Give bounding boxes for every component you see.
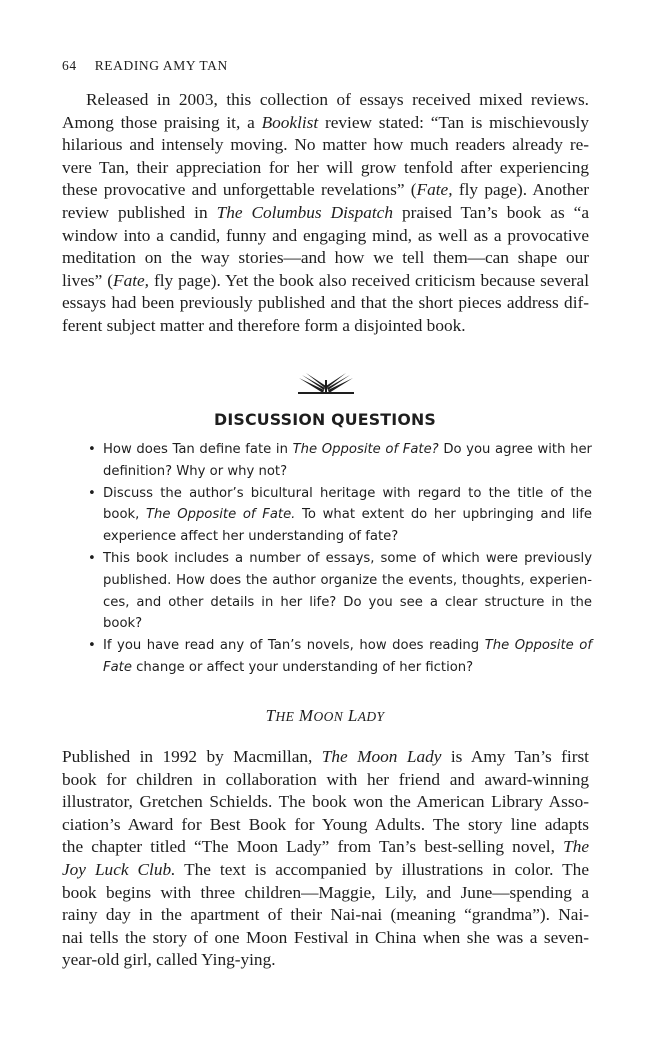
section-title-moon-lady [0,706,650,726]
text-run: change or affect your understanding of her fiction? [131,659,474,675]
text-run: Published in 1992 by Macmillan, [62,747,322,766]
italic-text: The [563,837,589,857]
italic-text: Booklist [261,112,319,132]
text-line [62,225,589,248]
title-smallcaps: OON [313,709,344,724]
italic-text: The Opposite of Fate [103,638,592,675]
running-title: READING AMY TAN [94,58,228,73]
text-run: Do you agree with her definition? Why or why not? [103,442,592,479]
text-run: If you have read any of Tan’s novels, how does reading [103,638,485,654]
text-run: Released in 2003, this collection of essays received mixed reviews. [86,90,589,109]
book-ornament-icon [296,372,356,396]
italic-text: The Moon Lady [321,747,442,766]
page-number: 64 [62,58,77,73]
text-run: fly page). Yet the book also received criticism because several [149,270,590,290]
title-letter: M [298,706,314,725]
text-run: book for children in collaboration with her friend and award-winning [62,769,589,789]
text-line [62,769,589,792]
text-line [62,157,589,180]
italic-text: The Opposite of Fate. [146,507,296,523]
text-run: How does Tan define fate in [103,442,293,457]
text-run: illustrator, Gretchen Schields. The book won the American Library Asso- [62,792,589,812]
title-smallcaps: ADY [357,709,385,724]
text-run: is Amy Tan’s first [441,747,589,766]
text-run: vere Tan, their appreciation for her will grow tenfold after experiencing [62,157,589,177]
text-run: This book includes a number of essays, some of which were previously published. How does the author organize the events, thoughts, experiences, and other details in her life? Do you see a clear structure in the book? [103,550,592,632]
discussion-question [88,635,592,679]
text-run: book begins with three children—Maggie, Lily, and June—spending a [62,882,589,902]
text-line [62,112,589,135]
text-run: The text is accompanied by illustrations in color. The [175,860,589,879]
text-line [62,202,589,225]
text-run: review published in [62,203,217,222]
text-run: nai tells the story of one Moon Festival in China when she was a seven- [62,927,589,947]
text-line [62,315,589,338]
text-line [62,836,589,859]
text-line [62,134,589,157]
text-line [62,904,589,927]
text-run: essays had been previously published and that the short pieces address dif- [62,293,589,313]
italic-text: The Columbus Dispatch [216,203,393,222]
discussion-question [88,439,592,483]
text-line [62,270,589,293]
text-run: these provocative and unforgettable revelations” ( [62,180,417,200]
discussion-heading: DISCUSSION QUESTIONS [214,410,436,429]
text-run: lives” ( [62,270,114,290]
text-run: Discuss the author’s bicultural heritage with regard to the title of the book, [103,485,592,523]
text-run: hilarious and intensely moving. No matter how much readers already re- [62,135,589,155]
text-line [62,859,589,882]
text-run: the chapter titled “The Moon Lady” from Tan’s best-selling novel, [62,837,564,857]
text-line [62,292,589,315]
running-header [62,58,228,74]
discussion-question [88,483,592,548]
text-line [62,791,589,814]
italic-text: Fate, [416,180,453,200]
text-line [62,949,589,972]
text-run: review stated: “Tan is mischievously [318,112,589,132]
text-line [62,927,589,950]
discussion-questions-list [88,439,592,679]
discussion-question [88,548,592,635]
text-run: ferent subject matter and therefore form a disjointed book. [62,316,466,335]
text-run: ciation’s Award for Best Book for Young Adults. The story line adapts [62,814,589,834]
text-line [86,89,589,112]
italic-text: Fate, [113,270,150,290]
text-run: To what extent do her upbringing and life experience affect her understanding of fate? [103,507,592,545]
italic-text: Joy Luck Club. [62,860,176,879]
text-line [62,247,589,270]
text-run: rainy day in the apartment of their Nai-nai (meaning “grandma”). Nai- [62,905,589,925]
title-smallcaps: HE [275,709,295,724]
title-letter: T [265,706,276,725]
text-run: year-old girl, called Ying-ying. [62,950,276,970]
text-run: window into a candid, funny and engaging mind, as well as a provocative [62,225,589,245]
text-line [62,179,589,202]
text-line [62,746,589,769]
italic-text: The Opposite of Fate? [292,442,439,457]
text-run: fly page). Another [452,180,589,200]
title-letter: L [347,706,358,725]
text-line [62,882,589,905]
text-line [62,814,589,837]
text-run: Among those praising it, a [62,112,262,132]
text-run: praised Tan’s book as “a [393,203,589,222]
text-run: meditation on the way stories—and how we tell them—can shape our [62,248,589,268]
